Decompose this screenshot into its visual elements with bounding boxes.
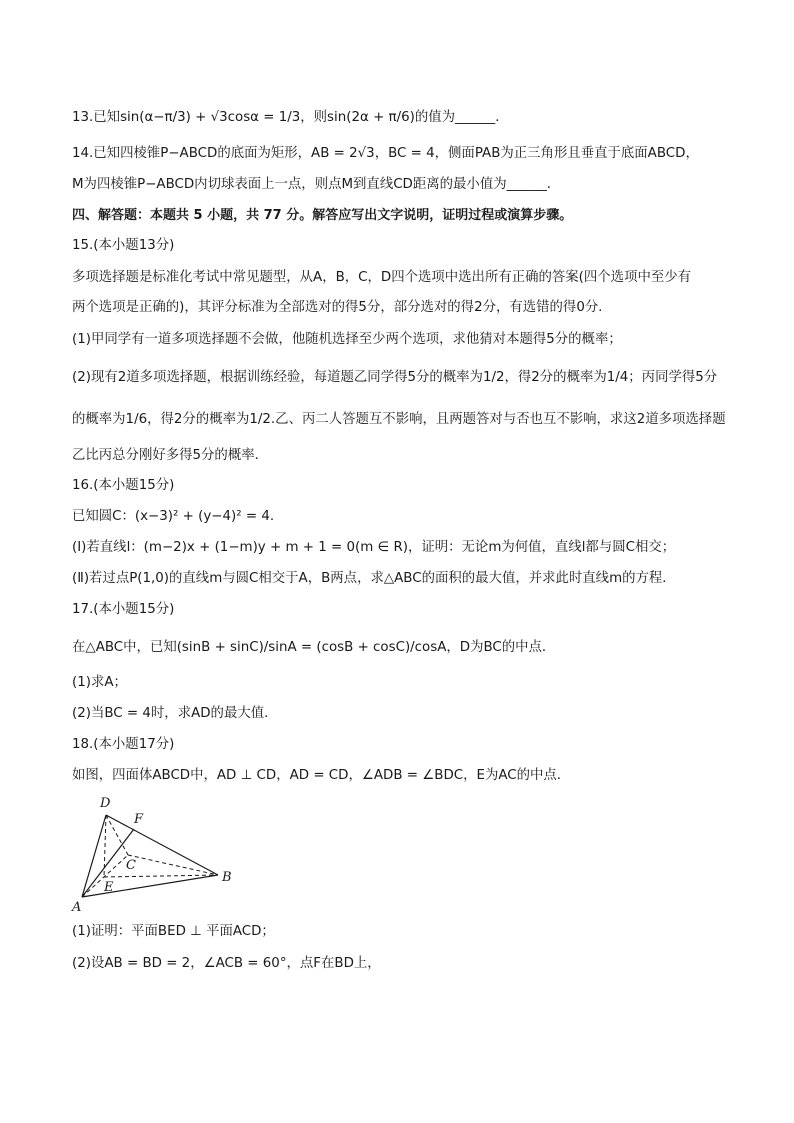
question-16-header: 16.(本小题15分) (72, 478, 175, 493)
question-18-part-2: (2)设AB = BD = 2，∠ACB = 60°，点F在BD上， (72, 956, 381, 971)
question-15-part-2-line-2: 的概率为1/6，得2分的概率为1/2.乙、丙二人答题互不影响，且两题答对与否也互不影响，求这2道多项选择题 (72, 412, 726, 427)
label-e: E (104, 880, 114, 895)
question-15-header: 15.(本小题13分) (72, 238, 175, 253)
question-14-line-1: 14.已知四棱锥P−ABCD的底面为矩形，AB = 2√3，BC = 4，侧面PAB为正三角形且垂直于底面ABCD， (72, 146, 699, 161)
section-heading: 四、解答题：本题共 5 小题，共 77 分。解答应写出文字说明，证明过程或演算步骤。 (72, 208, 573, 223)
question-16-stem: 已知圆C：(x−3)² + (y−4)² = 4. (72, 509, 275, 524)
question-18-part-1: (1)证明：平面BED ⊥ 平面ACD； (72, 924, 275, 939)
question-15-part-2-line-3: 乙比丙总分刚好多得5分的概率． (72, 448, 268, 463)
segment-eb (104, 875, 218, 877)
tetrahedron-figure (68, 793, 238, 915)
question-13: 13.已知sin(α−π/3) + √3cosα = 1/3，则sin(2α + π/6)的值为______． (72, 110, 509, 125)
question-14-line-2: M为四棱锥P−ABCD内切球表面上一点，则点M到直线CD距离的最小值为______． (72, 177, 561, 192)
edge-cb (128, 855, 218, 875)
question-15-part-1: (1)甲同学有一道多项选择题不会做，他随机选择至少两个选项，求他猜对本题得5分的概率； (72, 332, 622, 347)
edge-ab (82, 875, 218, 897)
question-16-part-2: (Ⅱ)若过点P(1,0)的直线m与圆C相交于A，B两点，求△ABC的面积的最大值，并求此时直线m的方程． (72, 571, 676, 586)
label-c: C (126, 858, 136, 873)
label-a: A (72, 900, 82, 915)
label-b: B (222, 870, 232, 885)
question-18-header: 18.(本小题17分) (72, 737, 175, 752)
question-16-part-1: (Ⅰ)若直线l：(m−2)x + (1−m)y + m + 1 = 0(m ∈ R)，证明：无论m为何值，直线l都与圆C相交； (72, 540, 676, 555)
question-17-part-1: (1)求A； (72, 675, 127, 690)
edge-db (106, 815, 218, 875)
question-17-stem: 在△ABC中，已知(sinB + sinC)/sinA = (cosB + cosC)/cosA，D为BC的中点． (72, 640, 556, 655)
edge-da (82, 815, 106, 897)
label-f: F (134, 812, 144, 827)
question-17-header: 17.(本小题15分) (72, 602, 175, 617)
question-15-part-2-line-1: (2)现有2道多项选择题，根据训练经验，每道题乙同学得5分的概率为1/2，得2分的概率为1/4；丙同学得5分 (72, 370, 718, 385)
question-15-stem-2: 两个选项是正确的)，其评分标准为全部选对的得5分，部分选对的得2分，有选错的得0分． (72, 300, 612, 315)
question-17-part-2: (2)当BC = 4时，求AD的最大值． (72, 706, 278, 721)
question-15-stem-1: 多项选择题是标准化考试中常见题型，从A，B，C，D四个选项中选出所有正确的答案(四个选项中至少有 (72, 270, 692, 285)
question-18-stem: 如图，四面体ABCD中，AD ⊥ CD，AD = CD，∠ADB = ∠BDC，E为AC的中点． (72, 768, 571, 783)
label-d: D (100, 796, 111, 811)
